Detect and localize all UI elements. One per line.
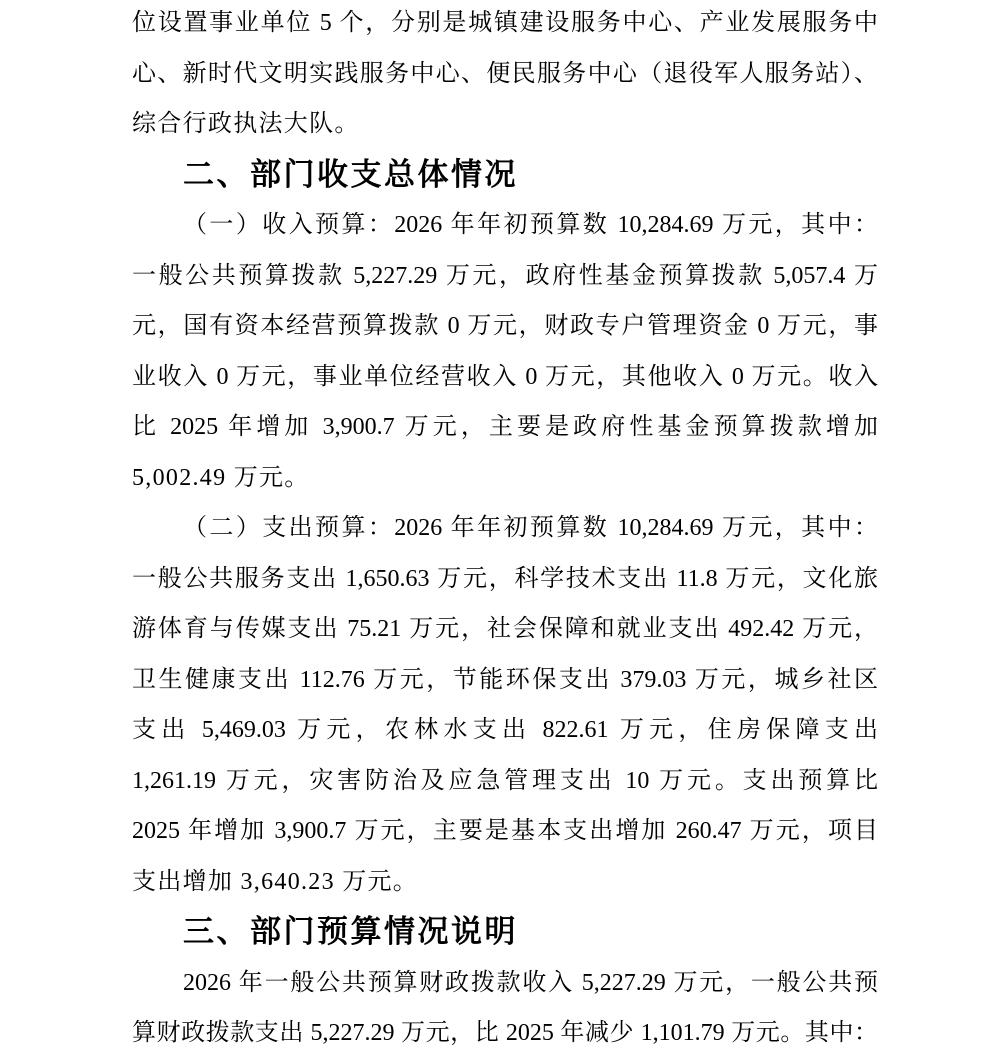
text-line: 游体育与传媒支出 75.21 万元，社会保障和就业支出 492.42 万元， (132, 616, 878, 642)
section-2-heading (132, 150, 878, 201)
text-line: 卫生健康支出 112.76 万元，节能环保支出 379.03 万元，城乡社区 (132, 666, 878, 693)
text-line: 心、新时代文明实践服务中心、便民服务中心（退役军人服务站）、 (132, 60, 878, 87)
income-budget-paragraph (132, 200, 878, 503)
text-line: 业收入 0 万元，事业单位经营收入 0 万元，其他收入 0 万元。收入 (132, 363, 878, 390)
text-line: （二）支出预算：2026 年年初预算数 10,284.69 万元，其中： (183, 515, 878, 541)
text-line: 一般公共服务支出 1,650.63 万元，科学技术支出 11.8 万元，文化旅 (132, 565, 878, 592)
text-line: 支出增加 3,640.23 万元。 (132, 868, 419, 895)
document-content (132, 0, 878, 1054)
text-line: 5,002.49 万元。 (132, 464, 310, 491)
org-setup-paragraph-continued (132, 0, 878, 150)
text-line: 1,261.19 万元，灾害防治及应急管理支出 10 万元。支出预算比 (132, 767, 878, 794)
expenditure-budget-paragraph (132, 503, 878, 907)
text-line: 2025 年增加 3,900.7 万元，主要是基本支出增加 260.47 万元，项目 (132, 818, 878, 844)
heading-line: 二、部门收支总体情况 (183, 156, 518, 192)
text-line: 支出 5,469.03 万元，农林水支出 822.61 万元，住房保障支出 (132, 717, 878, 743)
text-line: 元，国有资本经营预算拨款 0 万元，财政专户管理资金 0 万元，事 (132, 313, 878, 339)
text-line: 综合行政执法大队。 (132, 111, 360, 137)
heading-line: 三、部门预算情况说明 (183, 914, 518, 949)
text-line: （一）收入预算：2026 年年初预算数 10,284.69 万元，其中： (183, 212, 878, 238)
text-line: 比 2025 年增加 3,900.7 万元，主要是政府性基金预算拨款增加 (132, 414, 878, 440)
text-line: 位设置事业单位 5 个，分别是城镇建设服务中心、产业发展服务中 (132, 10, 878, 36)
text-line: 算财政拨款支出 5,227.29 万元，比 2025 年减少 1,101.79 万元。其中： (132, 1020, 878, 1046)
text-line: 一般公共预算拨款 5,227.29 万元，政府性基金预算拨款 5,057.4 万 (132, 262, 878, 289)
section-3-heading (132, 907, 878, 958)
text-line: 2026 年一般公共预算财政拨款收入 5,227.29 万元，一般公共预 (183, 969, 878, 996)
budget-explanation-paragraph (132, 958, 878, 1054)
